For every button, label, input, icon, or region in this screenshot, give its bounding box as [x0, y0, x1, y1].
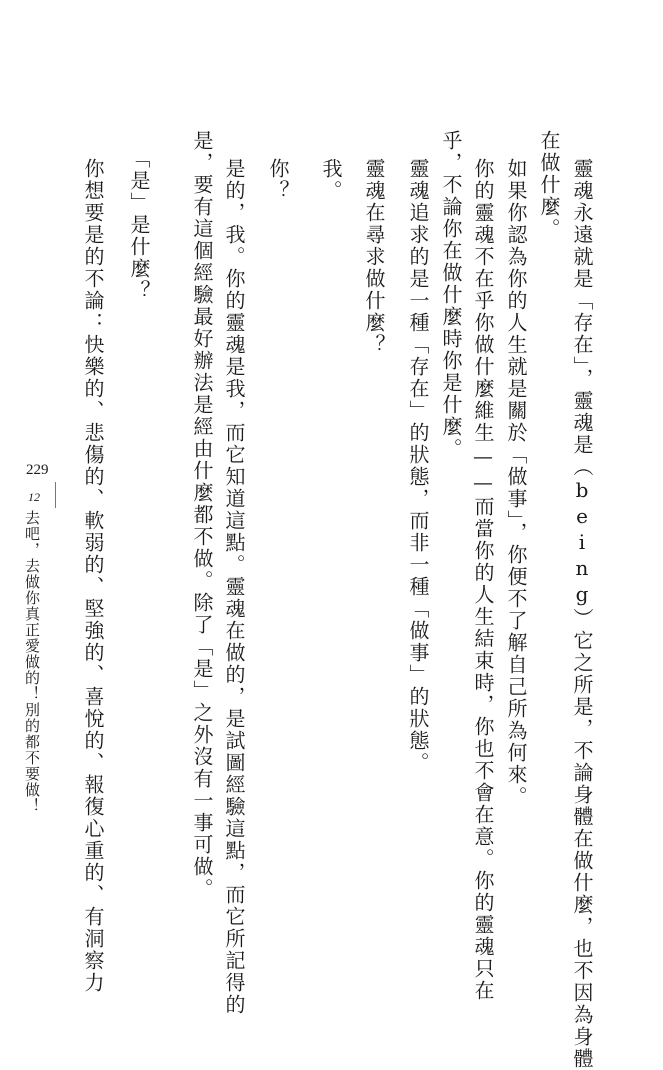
- text-column-7: 靈魂在尋求做什麼？: [362, 158, 386, 356]
- footer-divider: [55, 482, 56, 508]
- chapter-title: 去吧，去做你真正愛做的！別的都不要做！: [23, 510, 41, 814]
- text-column-10: 是的，我。你的靈魂是我，而它知道這點。靈魂在做的，是試圖經驗這點，而它所記得的: [222, 158, 246, 1016]
- text-column-3: 如果你認為你的人生就是關於「做事」，你便不了解自己所為何來。: [504, 158, 528, 808]
- text-column-8: 我。: [319, 158, 343, 202]
- page-number: 229: [26, 462, 49, 478]
- text-column-1: 靈魂永遠就是「存在」，靈魂是（being）它之所是，不論身體在做什麼，也不因為身體: [570, 158, 594, 1070]
- chapter-number: 12: [28, 490, 40, 504]
- text-column-4: 你的靈魂不在乎你做什麼維生——而當你的人生結束時，你也不會在意。你的靈魂只在: [471, 158, 495, 1002]
- text-column-13: 你想要是的不論：快樂的、悲傷的、軟弱的、堅強的、喜悅的、報復心重的、有洞察力: [81, 158, 105, 994]
- text-column-9: 你？: [266, 158, 290, 202]
- text-column-2: 在做什麼。: [537, 130, 561, 240]
- text-column-6: 靈魂追求的是一種「存在」的狀態，而非一種「做事」的狀態。: [406, 158, 430, 774]
- text-column-12: 「是」是什麼？: [127, 148, 151, 302]
- text-column-5: 乎，不論你在做什麼時你是什麼。: [439, 130, 463, 460]
- text-column-11: 是，要有這個經驗最好辦法是經由什麼都不做。除了「是」之外沒有一事可做。: [190, 130, 214, 900]
